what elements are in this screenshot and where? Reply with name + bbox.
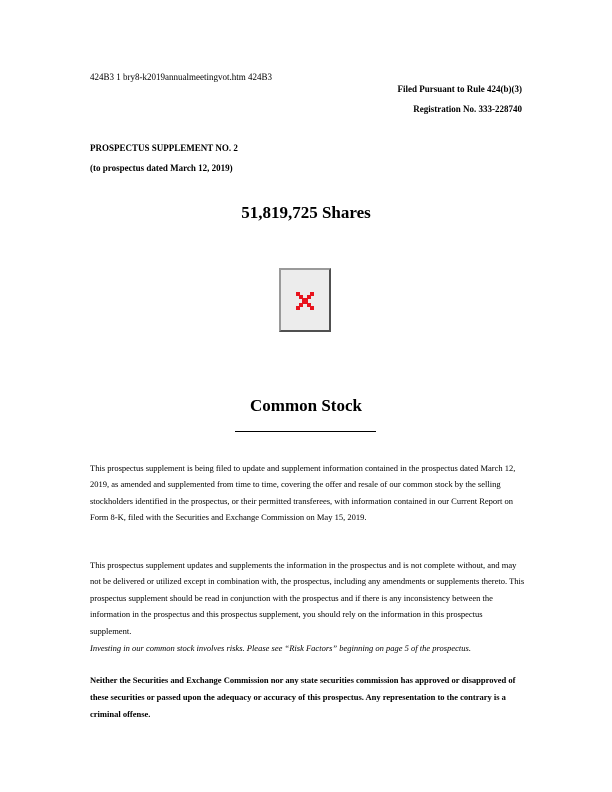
supplement-title: PROSPECTUS SUPPLEMENT NO. 2 bbox=[90, 143, 238, 153]
red-x-icon bbox=[296, 292, 314, 310]
heading-divider bbox=[235, 431, 376, 432]
sec-disclaimer: Neither the Securities and Exchange Commission nor any state securities commission has approved or disapproved of these securities or passed upon the adequacy or accuracy of this prospectus. Any representation to the contrary is a criminal offense. bbox=[90, 675, 516, 719]
paragraph-purpose: This prospectus supplement is being filed to update and supplement information contained in the prospectus dated March 12, 2019, as amended and supplemented from time to time, covering the offer and resale of our common stock by the selling stockholders identified in the prospectus, or their permitted transferees, with information contained in our Current Report on Form 8-K, filed with the Securities and Exchange Commission on May 15, 2019. bbox=[90, 463, 516, 523]
paragraph-supplement-scope: This prospectus supplement updates and supplements the information in the prospectus and is not complete without, and may not be delivered or utilized except in combination with, the prospectus, including any amendments or supplements thereto. This prospectus supplement should be read in conjunction with the prospectus and if there is any inconsistency between the information in the prospectus and this prospectus supplement, you should rely on the information in this prospectus supplement. bbox=[90, 560, 525, 636]
stock-heading: Common Stock bbox=[250, 396, 362, 415]
filed-pursuant-line: Filed Pursuant to Rule 424(b)(3) bbox=[397, 84, 522, 94]
shares-heading: 51,819,725 Shares bbox=[241, 203, 371, 222]
risk-factors-note: Investing in our common stock involves risks. Please see “Risk Factors” beginning on page 5 of the prospectus. bbox=[90, 643, 471, 653]
file-header-line: 424B3 1 bry8-k2019annualmeetingvot.htm 424B3 bbox=[90, 72, 272, 82]
registration-number: Registration No. 333-228740 bbox=[413, 104, 522, 114]
supplement-date-note: (to prospectus dated March 12, 2019) bbox=[90, 163, 233, 173]
broken-image-icon bbox=[279, 268, 331, 332]
